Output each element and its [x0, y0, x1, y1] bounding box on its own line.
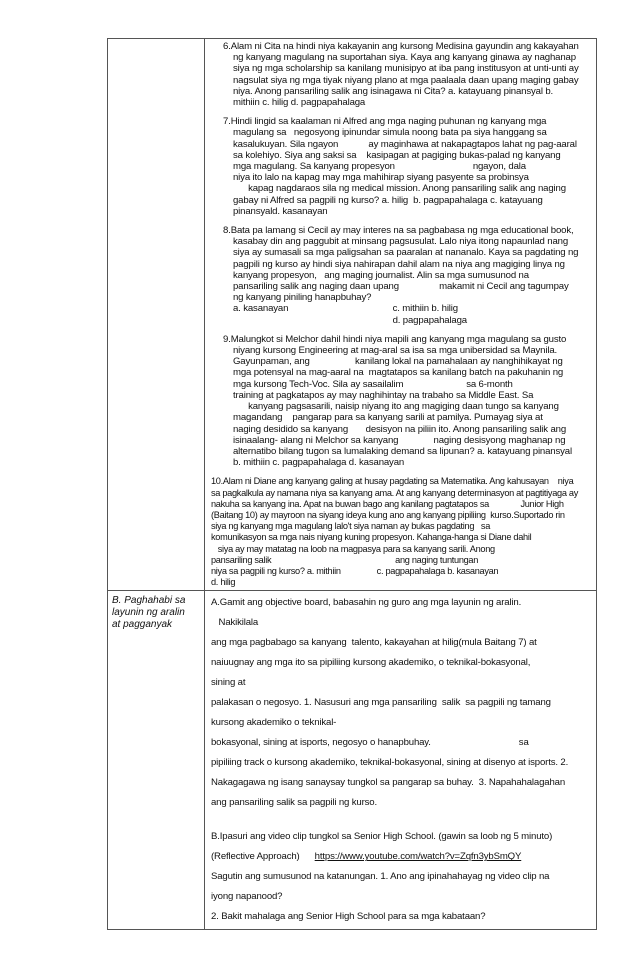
question-line: 8.Bata pa lamang si Cecil ay may interes na sa pagbabasa ng mga educational book,	[223, 225, 574, 237]
answer-choices-row	[223, 303, 592, 314]
question-line: gabay ni Alfred sa pagpili ng kurso? a. hilig b. pagpapahalaga c. katayuang	[233, 194, 543, 206]
question-line: nagsulat siya ng mga tiyak niyang plano at mga paalaala daan upang maging gabay	[233, 74, 579, 86]
question-line: 7.Hindi lingid sa kaalaman ni Alfred ang mga naging puhunan ng kanyang mga	[223, 116, 547, 128]
video-approach-line	[211, 847, 592, 867]
question-line-1-cont: iyong napanood?	[211, 891, 283, 903]
video-instruction-line: B.Ipasuri ang video clip tungkol sa Senior High School. (gawin sa loob ng 5 minuto)	[211, 831, 553, 843]
question-item-6	[211, 41, 592, 108]
objective-line: kursong akademiko o teknikal-	[211, 717, 337, 729]
question-item-9	[211, 334, 592, 468]
question-line: komunikasyon sa mga nais niyang kuning propesyon. Kahanga-hanga si Diane dahil	[211, 532, 532, 543]
question-line: mga kursong Tech-Voc. Sila ay sasailalim sa 6-month	[233, 378, 513, 390]
objective-line: A.Gamit ang objective board, babasahin ng guro ang mga layunin ng aralin.	[211, 597, 522, 609]
question-line: siya ng kanyang mga magulang lalo't siya naman ay bukas pagdating sa	[211, 521, 491, 532]
question-line: sa kolehiyo. Siya ang saksi sa kasipagan at pagiging bukas-palad ng kanyang	[233, 149, 561, 161]
answer-choice: a. kasanayan	[233, 303, 289, 315]
section-label-line: B. Paghahabi sa	[112, 595, 186, 607]
question-line: niya sa pagpili ng kurso? a. mithiin c. pagpapahalaga b. kasanayan	[211, 565, 499, 576]
question-line: kasalukuyan. Sila ngayon ay maginhawa at nakapagtapos lahat ng pag-aaral	[233, 138, 577, 150]
section-b-content	[205, 591, 596, 929]
answer-choice	[233, 315, 393, 326]
question-line: (Baitang 10) ay mayroon na siyang ideya kung ano ang kanyang pipiliing kurso.Suportado rin	[211, 509, 565, 520]
question-line: mga potensyal na mag-aaral na magtatapos sa kanilang batch na pakuhanin ng	[233, 367, 564, 379]
section-label-line: at pagganyak	[112, 619, 173, 631]
question-line: ng kanyang magulang na suportahan siya. Kaya ang kanyang ginawa ay naghanap	[233, 52, 576, 64]
question-line: alternatibo bilang tugon sa lumalaking demand sa lipunan? a. katayuang pinansyal	[233, 445, 572, 457]
section-b-cell	[205, 591, 597, 930]
question-line: siya ng mga scholarship sa kanilang munisipyo at iba pang institusyon at unti-unti ay	[233, 63, 579, 75]
objective-line: ang pansariling salik sa pagpili ng kurso.	[211, 797, 377, 809]
objective-line: Nakagagawa ng isang sanaysay tungkol sa pangarap sa buhay. 3. Napahahalagahan	[211, 777, 566, 789]
objective-line: sining at	[211, 677, 246, 689]
question-line: niya. Anong pansariling salik ang isinagawa ni Cita? a. katayuang pinansyal b.	[233, 85, 554, 97]
question-line: sa pagkalkula ay namana niya sa kanyang ama. At ang kanyang determinasyon at pagtitiyaga ay	[211, 487, 578, 498]
objective-line: pipiliing track o kursong akademiko, teknikal-bokasyonal, sining at disenyo at isports. 2.	[211, 757, 569, 769]
question-line: kanyang propesyon, ang maging journalist. Alin sa mga sumusunod na	[233, 269, 529, 281]
question-line: naging desidido sa kanyang desisyon na piliin ito. Anong pansariling salik ang	[233, 423, 567, 435]
section-label-line: layunin ng aralin	[112, 607, 185, 619]
question-line-1: Sagutin ang sumusunod na katanungan. 1. Ano ang ipinahahayag ng video clip na	[211, 871, 550, 883]
answer-choice: c. mithiin b. hilig	[392, 303, 458, 315]
objective-line: Nakikilala	[211, 617, 259, 629]
question-line-2: 2. Bakit mahalaga ang Senior High School para sa mga kabataan?	[211, 911, 486, 923]
video-link[interactable]: https://www.youtube.com/watch?v=Zqfn3ybSmQY	[314, 851, 522, 863]
question-line: d. hilig	[211, 577, 236, 588]
questions-list	[205, 39, 596, 590]
question-line: pansariling salik ang naging tuntungan	[211, 554, 479, 565]
approach-label: (Reflective Approach)	[211, 851, 300, 863]
objective-board-paragraph	[211, 593, 592, 813]
question-line: mithiin c. hilig d. pagpapahalaga	[233, 97, 366, 109]
question-line: magandang pangarap para sa kanyang sarili at pamilya. Pumayag siya at	[233, 412, 543, 424]
question-line: nakuha sa kanyang ina. Apat na buwan bago ang kanilang pagtatapos sa Junior High	[211, 498, 564, 509]
answer-choices-row	[223, 315, 592, 326]
question-line: kasabay din ang paggubit at minsang pagsusulat. Lalo niya itong napaunlad nang	[233, 236, 569, 248]
question-line: Gayunpaman, ang kanilang lokal na pamahalaan ay nanghihikayat ng	[233, 356, 563, 368]
question-item-10	[211, 476, 592, 588]
question-line: b. mithiin c. pagpapahalaga d. kasanayan	[233, 457, 405, 469]
objective-line: naiuugnay ang mga ito sa pipiliing kursong akademiko, o teknikal-bokasyonal,	[211, 657, 531, 669]
question-line: kanyang pagsasarili, naisip niyang ito ang magiging daan tungo sa kanyang	[233, 401, 559, 413]
question-line: niya ito lalo na kapag may mga mahihirap siyang pasyente sa probinsya	[233, 172, 529, 184]
paragraph-gap	[211, 813, 592, 827]
question-line: kapag nagdaraos sila ng medical mission. Anong pansariling salik ang naging	[233, 183, 566, 195]
question-line: ng kanyang piniling hanapbuhay?	[233, 292, 372, 304]
questions-cell	[205, 39, 597, 591]
objective-line: bokasyonal, sining at isports, negosyo o hanapbuhay. sa	[211, 737, 529, 749]
question-line: magulang sa negosyong ipinundar simula noong bata pa siya hanggang sa	[233, 127, 547, 139]
question-line: pansariling salik ang naging daan upang makamit ni Cecil ang tagumpay	[233, 281, 569, 293]
question-line: mga magulang. Sa kanyang propesyon ngayon, dala	[233, 161, 526, 173]
objective-line: ang mga pagbabago sa kanyang talento, kakayahan at hilig(mula Baitang 7) at	[211, 637, 537, 649]
question-line: siya ay may matatag na loob na magpasya para sa kanyang sarili. Anong	[211, 543, 495, 554]
section-b-label	[108, 591, 204, 631]
left-cell-label	[108, 591, 205, 930]
question-line: training at pagkatapos ay may naghihintay na trabaho sa Middle East. Sa	[233, 389, 534, 401]
question-line: pinansyald. kasanayan	[233, 205, 328, 217]
objective-line: palakasan o negosyo. 1. Nasusuri ang mga pansariling salik sa pagpili ng tamang	[211, 697, 551, 709]
question-line: siya ay sumasali sa mga paligsahan sa paaralan at nananalo. Kaya sa pagdating ng	[233, 247, 579, 259]
question-line: pagpili ng kurso ay hindi siya nahirapan dahil alam na niya ang magiging linya ng	[233, 258, 565, 270]
question-line: 9.Malungkot si Melchor dahil hindi niya mapili ang kanyang mga magulang sa gusto	[223, 333, 567, 345]
question-line: niyang kursong Engineering at mag-aral sa isa sa mga unibersidad sa Maynila.	[233, 345, 558, 357]
question-line: 10.Alam ni Diane ang kanyang galing at husay pagdating sa Matematika. Ang kahusayan niya	[211, 476, 574, 487]
question-line: isinaalang- alang ni Melchor sa kanyang naging desisyong maghanap ng	[233, 434, 566, 446]
question-item-7	[211, 116, 592, 217]
table-row-paghahabi	[108, 591, 597, 930]
left-cell-empty	[108, 39, 205, 591]
table-row-questions	[108, 39, 597, 591]
question-item-8	[211, 225, 592, 326]
answer-choice: d. pagpapahalaga	[392, 314, 467, 326]
lesson-table	[107, 38, 597, 930]
question-line: 6.Alam ni Cita na hindi niya kakayanin ang kursong Medisina gayundin ang kakayahan	[223, 41, 579, 52]
